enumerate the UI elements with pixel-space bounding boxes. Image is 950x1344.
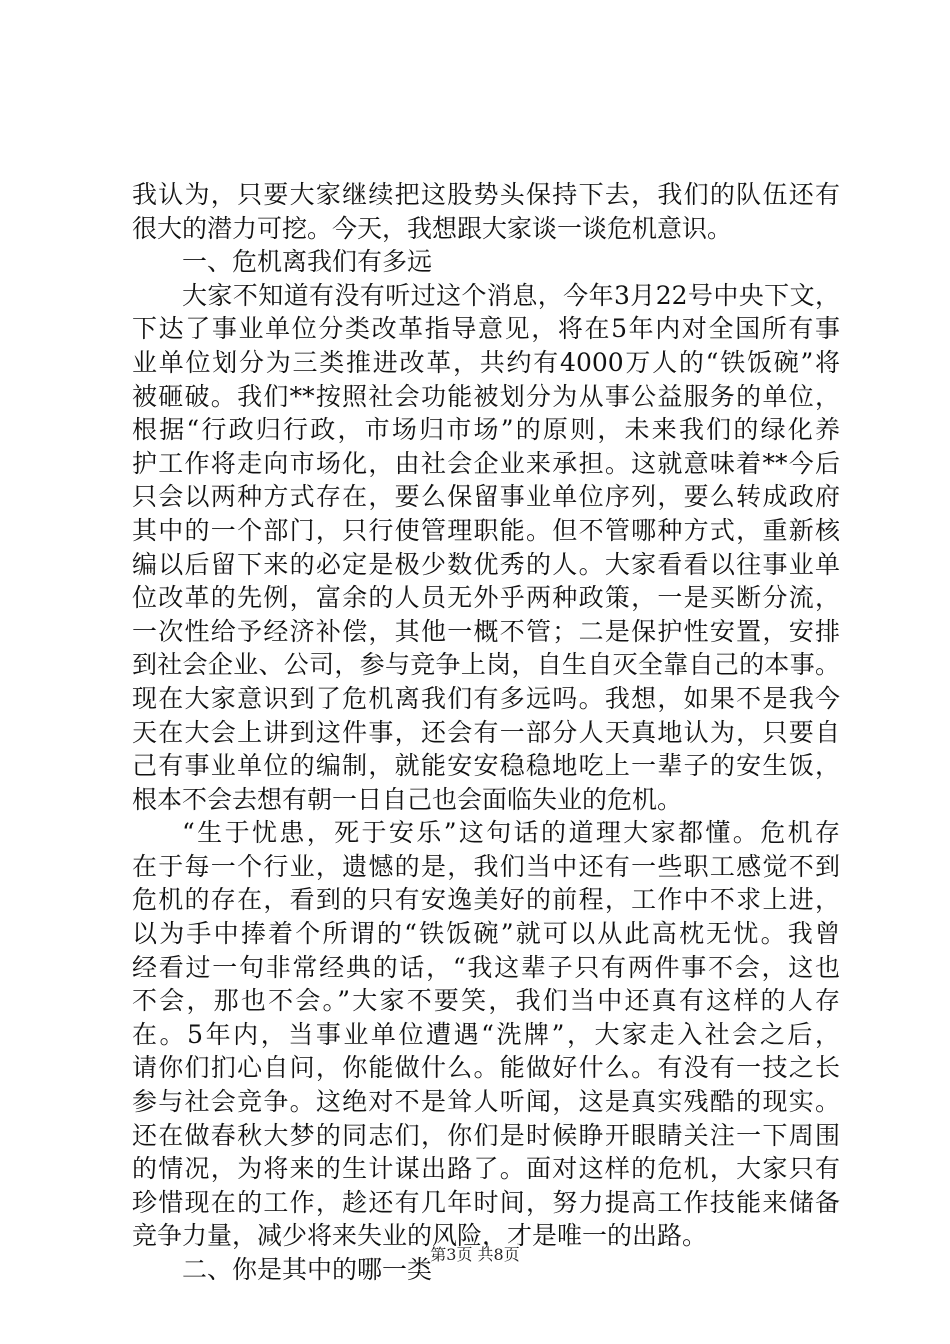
body-line: 请你们扪心自问，你能做什么。能做好什么。有没有一技之长: [132, 1053, 840, 1083]
body-line: “生于忧患，死于安乐”这句话的道理大家都懂。危机存: [182, 818, 840, 848]
body-line: 竞争力量，减少将来失业的风险，才是唯一的出路。: [132, 1221, 708, 1251]
body-line: 经看过一句非常经典的话，“我这辈子只有两件事不会，这也: [132, 952, 840, 982]
body-line: 的情况，为将来的生计谋出路了。面对这样的危机，大家只有: [132, 1154, 840, 1184]
body-line: 业单位划分为三类推进改革，共约有4000万人的“铁饭碗”将: [132, 347, 840, 377]
body-line: 其中的一个部门，只行使管理职能。但不管哪种方式，重新核: [132, 515, 840, 545]
section-heading: 二、你是其中的哪一类: [182, 1255, 433, 1284]
body-line: 以为手中捧着个所谓的“铁饭碗”就可以从此高枕无忧。我曾: [132, 919, 840, 949]
body-line: 根据“行政归行政，市场归市场”的原则，未来我们的绿化养: [132, 415, 840, 445]
body-line: 很大的潜力可挖。今天，我想跟大家谈一谈危机意识。: [132, 213, 733, 243]
body-line: 危机的存在，看到的只有安逸美好的前程，工作中不求上进，: [132, 885, 840, 915]
body-line: 一次性给予经济补偿，其他一概不管；二是保护性安置，安排: [132, 616, 840, 646]
body-line: 根本不会去想有朝一日自己也会面临失业的危机。: [132, 784, 683, 814]
body-line: 己有事业单位的编制，就能安安稳稳地吃上一辈子的安生饭，: [132, 751, 840, 781]
body-line: 天在大会上讲到这件事，还会有一部分人天真地认为，只要自: [132, 717, 840, 747]
body-line: 我认为，只要大家继续把这股势头保持下去，我们的队伍还有: [132, 180, 840, 209]
page-number-footer: 第3页 共8页: [430, 1245, 520, 1264]
body-line: 编以后留下来的必定是极少数优秀的人。大家看看以往事业单: [132, 549, 840, 579]
document-body: [132, 178, 840, 1287]
body-line: 被砸破。我们**按照社会功能被划分为从事公益服务的单位，: [132, 381, 840, 411]
body-line: 在于每一个行业，遗憾的是，我们当中还有一些职工感觉不到: [132, 851, 840, 881]
body-line: 还在做春秋大梦的同志们，你们是时候睁开眼睛关注一下周围: [132, 1120, 840, 1150]
section-heading: 一、危机离我们有多远: [182, 247, 433, 277]
body-line: 不会，那也不会。”大家不要笑，我们当中还真有这样的人存: [132, 986, 840, 1016]
body-line: 参与社会竞争。这绝对不是耸人听闻，这是真实残酷的现实。: [132, 1087, 840, 1117]
body-line: 大家不知道有没有听过这个消息，今年3月22号中央下文，: [182, 280, 840, 310]
body-line: 护工作将走向市场化，由社会企业来承担。这就意味着**今后: [132, 448, 840, 478]
body-line: 现在大家意识到了危机离我们有多远吗。我想，如果不是我今: [132, 683, 840, 713]
body-line: 位改革的先例，富余的人员无外乎两种政策，一是买断分流，: [132, 583, 840, 613]
body-line: 只会以两种方式存在，要么保留事业单位序列，要么转成政府: [132, 482, 840, 512]
body-line: 在。5年内，当事业单位遭遇“洗牌”，大家走入社会之后，: [132, 1019, 840, 1049]
body-line: 珍惜现在的工作，趁还有几年时间，努力提高工作技能来储备: [132, 1187, 840, 1217]
body-line: 到社会企业、公司，参与竞争上岗，自生自灭全靠自己的本事。: [132, 650, 840, 680]
body-line: 下达了事业单位分类改革指导意见，将在5年内对全国所有事: [132, 314, 840, 344]
